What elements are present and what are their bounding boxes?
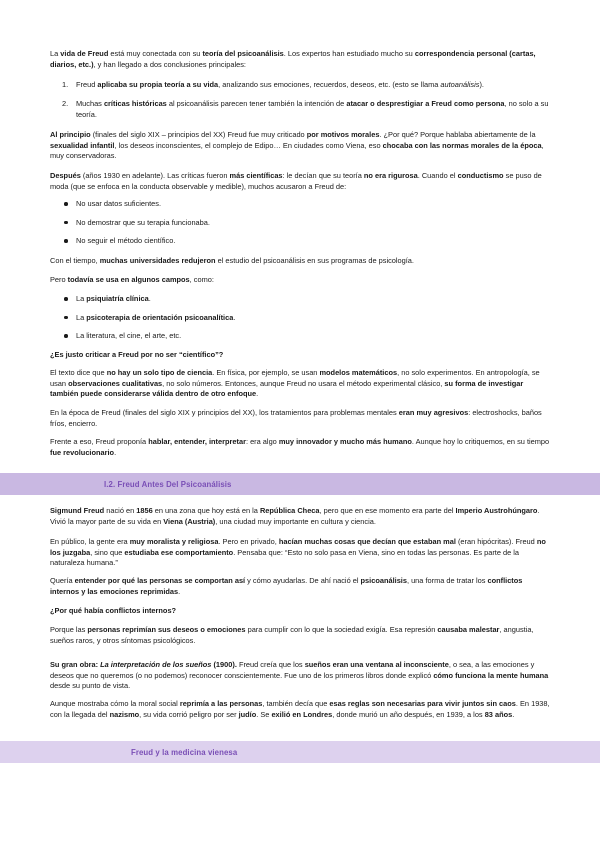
paragraph-todavia: Pero todavía se usa en algunos campos, como: [50, 275, 214, 284]
paragraph-despues: Después (años 1930 en adelante). Las críticas fueron más científicas: le decían que su teoría no era rigurosa. Cuando el conductismo se puso de moda (que se enfoca en la conducta observable y medible), muchos acusaron a Freud de: [50, 171, 542, 191]
paragraph-vida-freud: La vida de Freud está muy conectada con su teoría del psicoanálisis. Los expertos han estudiado mucho su correspondencia personal (cartas, diarios, etc.), y han llegado a dos conclusiones principales: [50, 49, 536, 69]
paragraph-ciencia: El texto dice que no hay un solo tipo de ciencia. En física, por ejemplo, se usan modelos matemáticos, no solo experimentos. En antropología, se usan observaciones cualitativas, no solo números. Entonces, aunque Freud no usara el método experimental clásico, su forma de investigar también puede considerarse válida dentro de otro enfoque. [50, 368, 540, 399]
paragraph-publico: En público, la gente era muy moralista y religiosa. Pero en privado, hacían muchas cosas que decían que estaban mal (eran hipócritas). Freud no los juzgaba, sino que estudiaba ese comportamiento. Pensaba que: “Esto no solo pasa en Viena, sino en todas las personas. Es parte de la naturaleza humana.” [50, 537, 546, 568]
paragraph-universidades: Con el tiempo, muchas universidades redujeron el estudio del psicoanálisis en sus programas de psicología. [50, 256, 414, 265]
list-item: La psiquiatría clínica. [50, 294, 550, 305]
list-item: La psicoterapia de orientación psicoanalítica. [50, 313, 550, 324]
paragraph-porque: Porque las personas reprimían sus deseos o emociones para cumplir con lo que la sociedad exigía. Esa represión causaba malestar, angustia, sueños raros, y otros síntomas psicológicos. [50, 625, 534, 645]
conclusions-list-2 [50, 99, 550, 120]
subsection-title: Freud y la medicina vienesa [131, 748, 238, 757]
paragraph-al-principio: Al principio (finales del siglo XIX – principios del XX) Freud fue muy criticado por motivos morales. ¿Por qué? Porque hablaba abiertamente de la sexualidad infantil, los deseos inconscientes, el complejo de Edipo… En ciudades como Viena, eso chocaba con las normas morales de la época, muy conservadoras. [50, 130, 544, 161]
paragraph-frente: Frente a eso, Freud proponía hablar, entender, interpretar: era algo muy innovador y mucho más humano. Aunque hoy lo critiquemos, en su tiempo fue revolucionario. [50, 437, 550, 457]
section-title: I.2. Freud Antes Del Psicoanálisis [104, 480, 232, 489]
paragraph-nacimiento: Sigmund Freud nació en 1856 en una zona que hoy está en la República Checa, pero que en ese momento era parte del Imperio Austrohúngaro. Vivió la mayor parte de su vida en Viena (Austria), una ciudad muy importante en cultura y ciencia. [50, 506, 540, 526]
subsection-heading-band [0, 741, 600, 763]
question-heading: ¿Es justo criticar a Freud por no ser “científico”? [50, 350, 224, 359]
paragraph-tratamientos: En la época de Freud (finales del siglo XIX y principios del XX), los tratamientos para problemas mentales eran muy agresivos: electroshocks, baños fríos, encierro. [50, 408, 542, 428]
list-item: No demostrar que su terapia funcionaba. [50, 218, 550, 229]
conclusions-list [50, 80, 550, 91]
paragraph-moral: Aunque mostraba cómo la moral social reprimía a las personas, también decía que esas reglas son necesarias para vivir juntos sin caos. En 1938, con la llegada del nazismo, su vida corrió peligro por ser judío. Se exilió en Londres, donde murió un año después, en 1939, a los 83 años. [50, 699, 550, 719]
list-item: 2. Muchas críticas históricas al psicoanálisis parecen tener también la intención de atacar o desprestigiar a Freud como persona, no solo a su teoría. [62, 99, 549, 119]
list-item: No usar datos suficientes. [50, 199, 550, 210]
section-heading-band [0, 473, 600, 495]
list-item: No seguir el método científico. [50, 236, 550, 247]
paragraph-queria: Quería entender por qué las personas se comportan así y cómo ayudarlas. De ahí nació el psicoanálisis, una forma de tratar los conflictos internos y las emociones reprimidas. [50, 576, 523, 596]
criticism-list [50, 199, 550, 247]
list-item: 1. Freud aplicaba su propia teoría a su vida, analizando sus emociones, recuerdos, deseos, etc. (esto se llama autoanálisis). [62, 80, 484, 89]
fields-list [50, 294, 550, 342]
question-heading-2: ¿Por qué había conflictos internos? [50, 606, 177, 615]
list-item: La literatura, el cine, el arte, etc. [50, 331, 550, 342]
paragraph-gran-obra: Su gran obra: La interpretación de los sueños (1900). Freud creía que los sueños eran una ventana al inconsciente, o sea, a las emociones y deseos que no queremos (o no podemos) reconocer conscientemente. Fue uno de los primeros libros donde explicó cómo funciona la mente humana desde su punto de vista. [50, 660, 549, 691]
